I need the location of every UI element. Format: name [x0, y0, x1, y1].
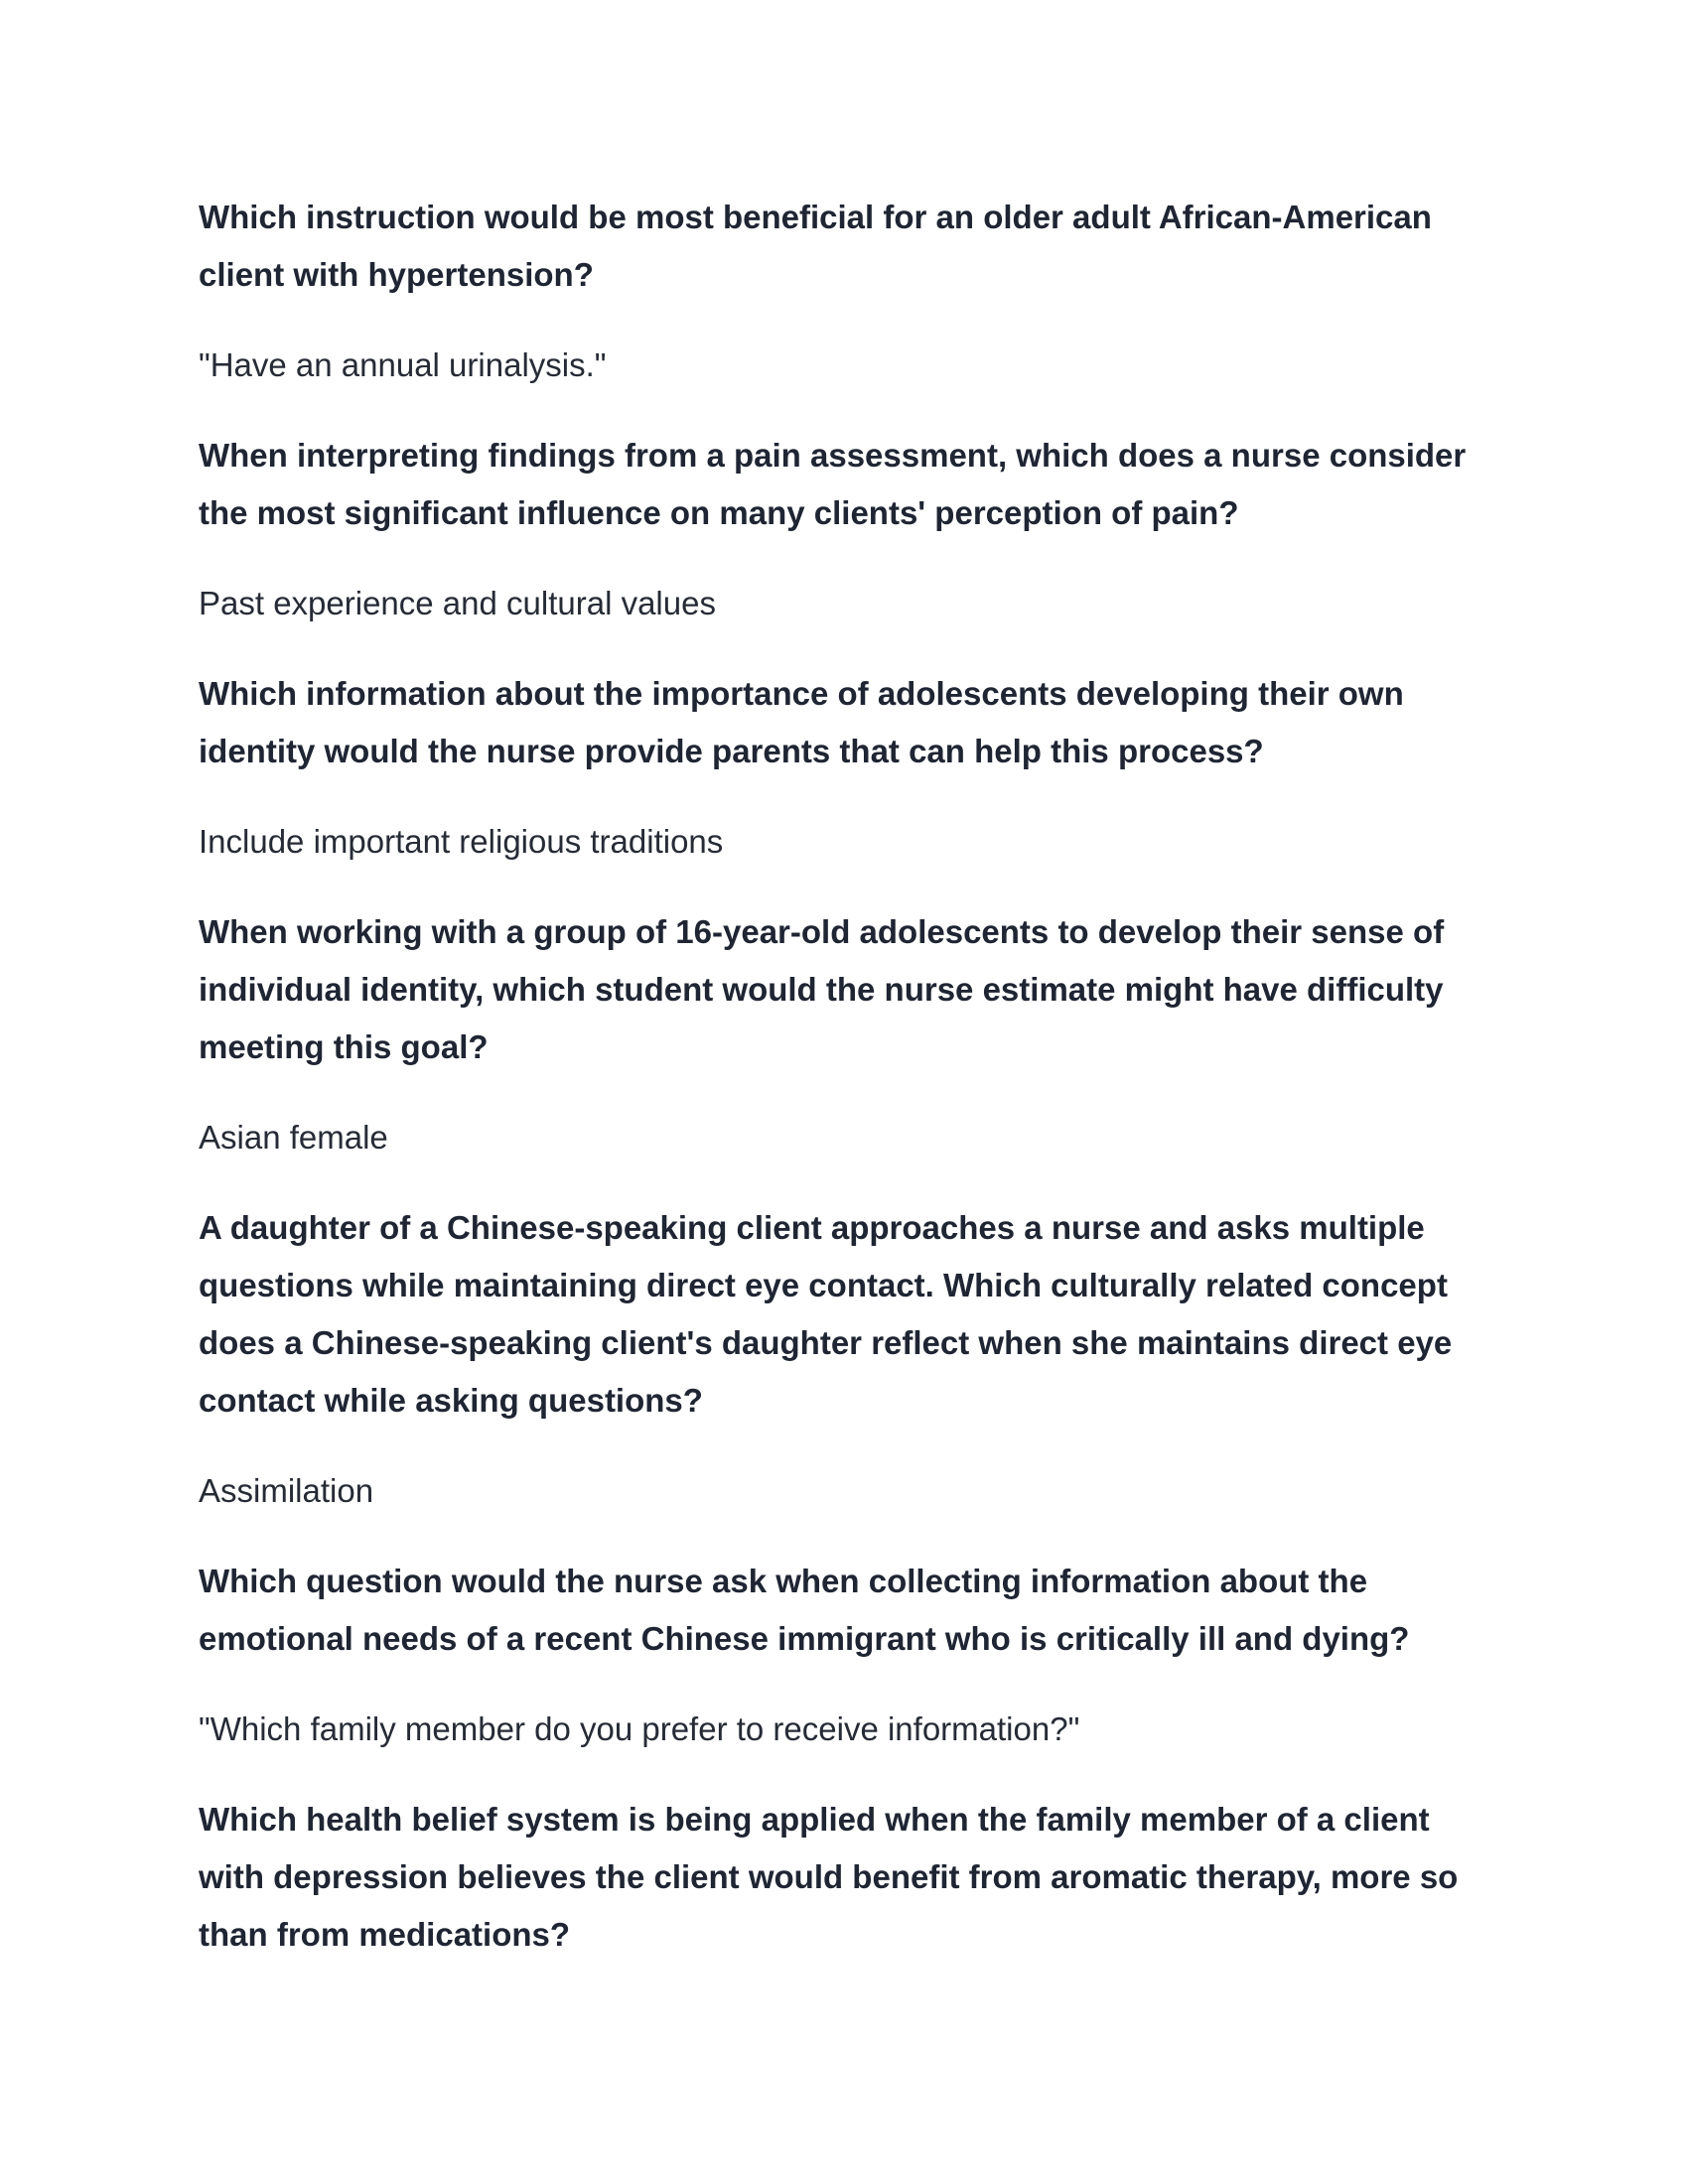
qa-item-1: [199, 189, 1489, 394]
qa-item-2: [199, 427, 1489, 632]
qa-item-3: [199, 665, 1489, 871]
answer-text: Include important religious traditions: [199, 823, 724, 860]
question-text: Which question would the nurse ask when collecting information about the emotional needs of a recent Chinese immigrant who is critically ill and dying?: [199, 1563, 1410, 1657]
qa-item-6: [199, 1553, 1489, 1758]
question-text: Which instruction would be most beneficial for an older adult African-American client with hypertension?: [199, 199, 1432, 293]
document-page: [199, 189, 1489, 1964]
question-text: A daughter of a Chinese-speaking client approaches a nurse and asks multiple questions while maintaining direct eye contact. Which culturally related concept does a Chinese-speaking client's daughter reflect when she maintains direct eye contact while asking questions?: [199, 1209, 1453, 1419]
answer-text: Assimilation: [199, 1472, 374, 1509]
question-text: Which health belief system is being applied when the family member of a client with depression believes the client would benefit from aromatic therapy, more so than from medications?: [199, 1801, 1459, 1953]
qa-item-7: [199, 1791, 1489, 1964]
answer-text: Asian female: [199, 1119, 388, 1156]
qa-item-4: [199, 903, 1489, 1166]
qa-item-5: [199, 1199, 1489, 1520]
answer-text: "Have an annual urinalysis.": [199, 346, 607, 383]
question-text: When interpreting findings from a pain assessment, which does a nurse consider the most significant influence on many clients' perception of pain?: [199, 437, 1467, 531]
question-text: Which information about the importance of adolescents developing their own identity would the nurse provide parents that can help this process?: [199, 675, 1404, 769]
question-text: When working with a group of 16-year-old adolescents to develop their sense of individual identity, which student would the nurse estimate might have difficulty meeting this goal?: [199, 913, 1445, 1065]
answer-text: "Which family member do you prefer to receive information?": [199, 1710, 1080, 1747]
answer-text: Past experience and cultural values: [199, 585, 716, 621]
